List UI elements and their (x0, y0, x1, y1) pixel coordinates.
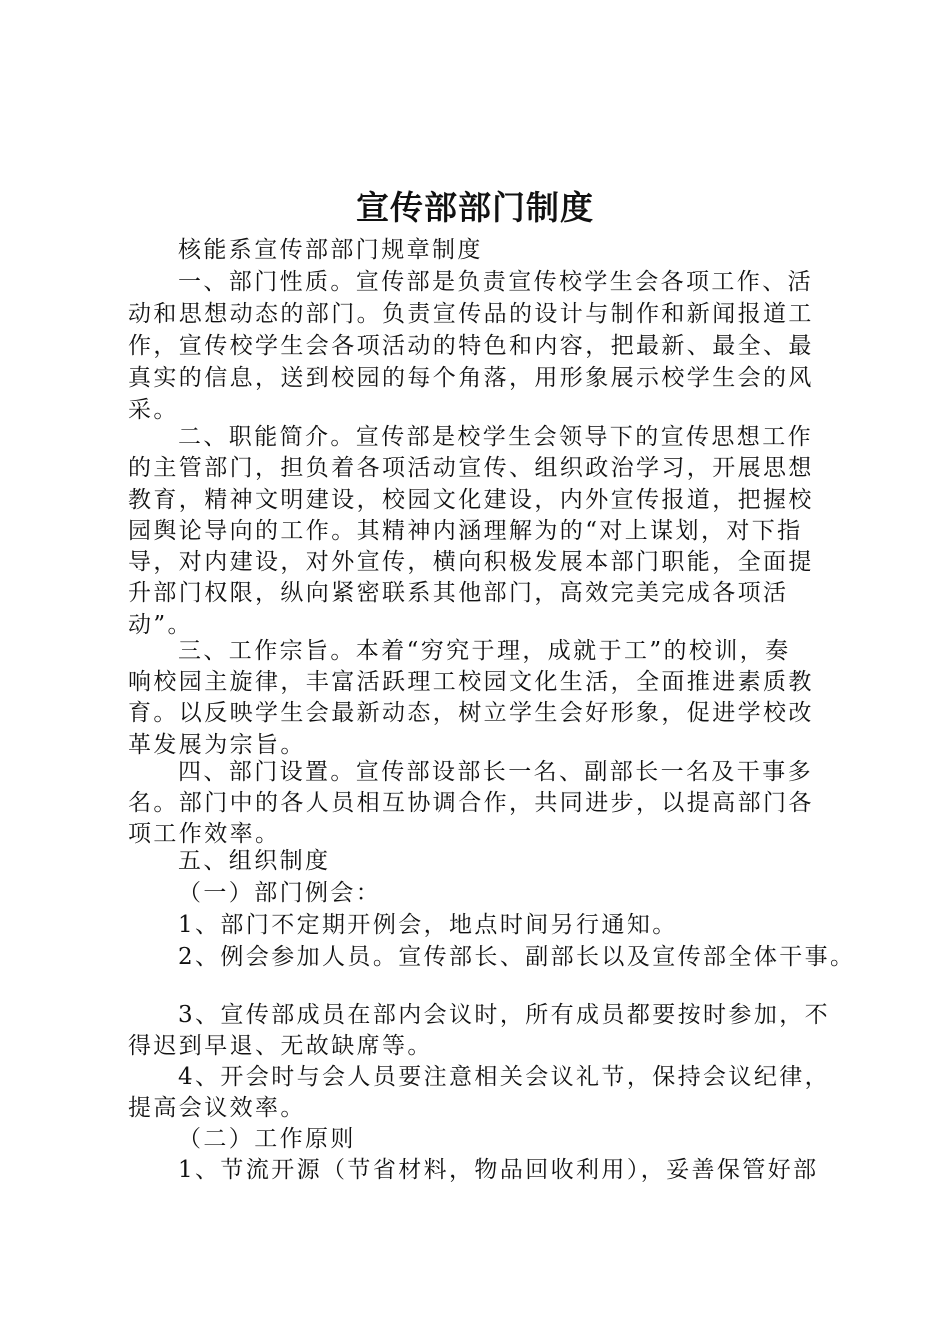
text-line: 一、部门性质。宣传部是负责宣传校学生会各项工作、活 (178, 269, 813, 295)
text-line: 园舆论导向的工作。其精神内涵理解为的“对上谋划，对下指 (128, 518, 803, 544)
list-item: 2、例会参加人员。宣传部长、副部长以及宣传部全体干事。 (178, 944, 856, 970)
text-line: 核能系宣传部部门规章制度 (178, 237, 483, 263)
text-line: 动”。 (128, 612, 193, 638)
text-line: 教育，精神文明建设，校园文化建设，内外宣传报道，把握校 (128, 487, 814, 513)
text-line: 的主管部门，担负着各项活动宣传、组织政治学习，开展思想 (128, 455, 814, 481)
text-line: 育。以反映学生会最新动态，树立学生会好形象，促进学校改 (128, 700, 814, 726)
text-line: 升部门权限，纵向紧密联系其他部门，高效完美完成各项活 (128, 580, 789, 606)
list-item: 1、节流开源（节省材料，物品回收利用），妥善保管好部 (178, 1157, 819, 1183)
subsection-heading: （一）部门例会： (178, 880, 382, 906)
list-item: 1、部门不定期开例会，地点时间另行通知。 (178, 912, 678, 938)
list-item: 3、宣传部成员在部内会议时，所有成员都要按时参加，不 (178, 1002, 831, 1028)
text-line: 得迟到早退、无故缺席等。 (128, 1033, 433, 1059)
text-line: 革发展为宗旨。 (128, 732, 306, 758)
text-line: 响校园主旋律，丰富活跃理工校园文化生活，全面推进素质教 (128, 669, 814, 695)
text-line: 采。 (128, 397, 179, 423)
text-line: 作，宣传校学生会各项活动的特色和内容，把最新、最全、最 (128, 333, 814, 359)
text-line: 项工作效率。 (128, 821, 281, 847)
text-line: 三、工作宗旨。本着“穷究于理，成就于工”的校训，奏 (178, 638, 791, 664)
section-heading: 五、组织制度 (178, 848, 331, 874)
text-line: 二、职能简介。宣传部是校学生会领导下的宣传思想工作 (178, 424, 813, 450)
text-line: 提高会议效率。 (128, 1095, 306, 1121)
document-title: 宣传部部门制度 (356, 188, 594, 227)
list-item: 4、开会时与会人员要注意相关会议礼节，保持会议纪律， (178, 1064, 831, 1090)
subsection-heading: （二）工作原则 (178, 1126, 356, 1152)
text-line: 真实的信息，送到校园的每个角落，用形象展示校学生会的风 (128, 365, 814, 391)
text-line: 名。部门中的各人员相互协调合作，共同进步，以提高部门各 (128, 790, 814, 816)
text-line: 动和思想动态的部门。负责宣传品的设计与制作和新闻报道工 (128, 301, 814, 327)
text-line: 四、部门设置。宣传部设部长一名、副部长一名及干事多 (178, 759, 813, 785)
text-line: 导，对内建设，对外宣传，横向积极发展本部门职能，全面提 (128, 549, 814, 575)
